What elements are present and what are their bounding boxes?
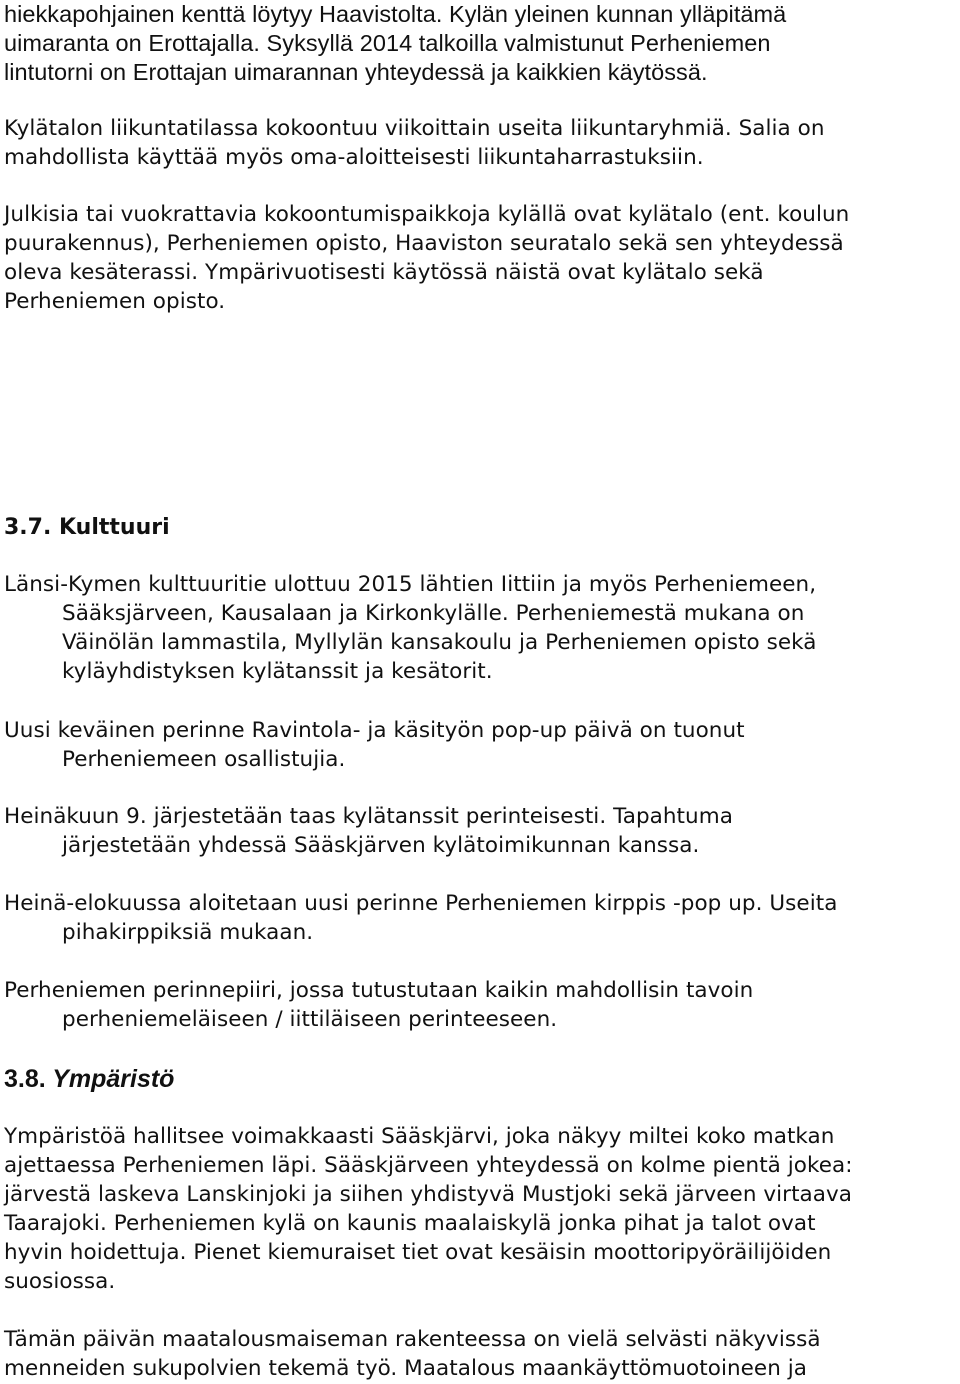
section-heading-culture	[4, 513, 170, 542]
section-heading-environment	[4, 1065, 174, 1094]
intro-line: uimaranta on Erottajalla. Syksyllä 2014 talkoilla valmistunut Perheniemen	[4, 30, 771, 56]
environment-line: järvestä laskeva Lanskinjoki ja siihen yhdistyvä Mustjoki sekä järveen virtaava	[4, 1182, 852, 1207]
venues-line: oleva kesäterassi. Ympärivuotisesti käytössä näistä ovat kylätalo sekä	[4, 260, 764, 285]
culture-line: järjestetään yhdessä Sääskjärven kylätoimikunnan kanssa.	[62, 833, 700, 858]
culture-line: Heinä-elokuussa aloitetaan uusi perinne Perheniemen kirppis -pop up. Useita	[4, 891, 838, 916]
environment-line: Ympäristöä hallitsee voimakkaasti Sääskjärvi, joka näkyy miltei koko matkan	[4, 1124, 835, 1149]
venues-line: Perheniemen opisto.	[4, 289, 226, 314]
environment-line: suosiossa.	[4, 1269, 116, 1294]
culture-line: Länsi-Kymen kulttuuritie ulottuu 2015 lähtien Iittiin ja myös Perheniemeen,	[4, 572, 817, 597]
intro-line: lintutorni on Erottajan uimarannan yhteydessä ja kaikkien käytössä.	[4, 59, 708, 85]
culture-line: Uusi keväinen perinne Ravintola- ja käsityön pop-up päivä on tuonut	[4, 718, 745, 743]
culture-line: perheniemeläiseen / iittiläiseen perinteeseen.	[62, 1007, 558, 1032]
culture-line: Perheniemeen osallistujia.	[62, 747, 346, 772]
culture-line: pihakirppiksiä mukaan.	[62, 920, 314, 945]
culture-line: Perheniemen perinnepiiri, jossa tutustutaan kaikin mahdollisin tavoin	[4, 978, 754, 1003]
intro-line: hiekkapohjainen kenttä löytyy Haavistolta. Kylän yleinen kunnan ylläpitämä	[4, 1, 787, 27]
culture-line: kyläyhdistyksen kylätanssit ja kesätorit.	[62, 659, 493, 684]
environment-line: menneiden sukupolvien tekemä työ. Maatalous maankäyttömuotoineen ja	[4, 1356, 808, 1381]
section-number: 3.8.	[4, 1065, 46, 1093]
sports-line: Kylätalon liikuntatilassa kokoontuu viikoittain useita liikuntaryhmiä. Salia on	[4, 116, 825, 141]
culture-line: Heinäkuun 9. järjestetään taas kylätanssit perinteisesti. Tapahtuma	[4, 804, 733, 829]
environment-line: ajettaessa Perheniemen läpi. Sääskjärveen yhteydessä on kolme pientä jokea:	[4, 1153, 853, 1178]
venues-line: puurakennus), Perheniemen opisto, Haaviston seuratalo sekä sen yhteydessä	[4, 231, 844, 256]
environment-line: Tämän päivän maatalousmaiseman rakenteessa on vielä selvästi näkyvissä	[4, 1327, 821, 1352]
environment-line: Taarajoki. Perheniemen kylä on kaunis maalaiskylä jonka pihat ja talot ovat	[4, 1211, 816, 1236]
culture-line: Sääksjärveen, Kausalaan ja Kirkonkylälle. Perheniemestä mukana on	[62, 601, 805, 626]
culture-line: Väinölän lammastila, Myllylän kansakoulu ja Perheniemen opisto sekä	[62, 630, 817, 655]
section-number: 3.7.	[4, 515, 52, 540]
venues-line: Julkisia tai vuokrattavia kokoontumispaikkoja kylällä ovat kylätalo (ent. koulun	[4, 202, 850, 227]
section-title: Ympäristö	[52, 1065, 175, 1093]
section-title: Kulttuuri	[59, 515, 170, 540]
sports-line: mahdollista käyttää myös oma-aloitteisesti liikuntaharrastuksiin.	[4, 145, 704, 170]
environment-line: hyvin hoidettuja. Pienet kiemuraiset tiet ovat kesäisin moottoripyöräilijöiden	[4, 1240, 832, 1265]
